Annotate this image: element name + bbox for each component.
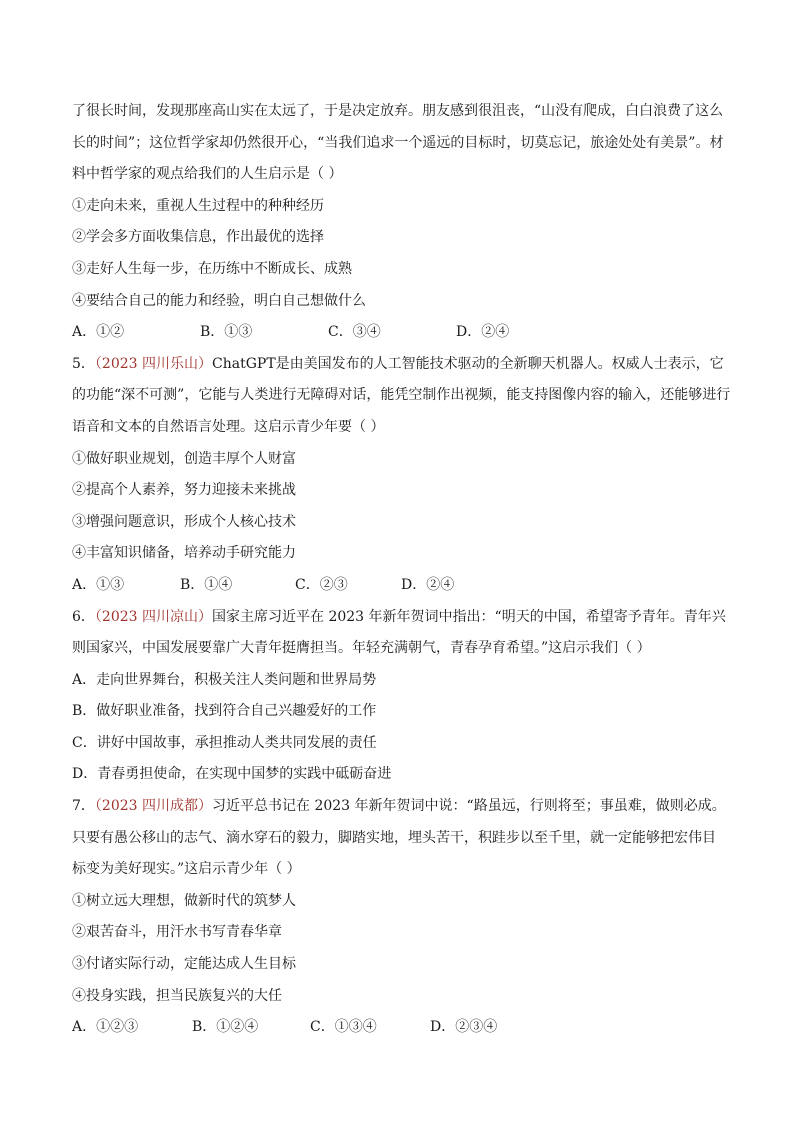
statement-item: ④丰富知识储备，培养动手研究能力 xyxy=(72,545,296,562)
answer-option-c: C．①③④ xyxy=(310,1019,377,1036)
answer-option-a: A．①② xyxy=(72,324,125,341)
answer-option-d: D．②④ xyxy=(456,324,510,341)
question-number: 5． xyxy=(72,355,95,372)
answer-option-b: B．①③ xyxy=(200,324,253,341)
answer-option-d: D．青春勇担使命，在实现中国梦的实践中砥砺奋进 xyxy=(72,766,392,783)
answer-option-a: A．走向世界舞台，积极关注人类问题和世界局势 xyxy=(72,671,377,688)
question-stem-line: 标变为美好现实。”这启示青少年（ ） xyxy=(72,861,301,878)
question-number: 6． xyxy=(72,608,95,625)
question-stem-line: 了很长时间，发现那座高山实在太远了，于是决定放弃。朋友感到很沮丧，“山没有爬成，白白浪费了这么 xyxy=(72,103,724,119)
answer-option-b: B．①④ xyxy=(180,576,233,593)
statement-item: ①走向未来，重视人生过程中的种种经历 xyxy=(72,197,324,214)
statement-item: ③走好人生每一步，在历练中不断成长、成熟 xyxy=(72,260,352,277)
question-stem-line: 料中哲学家的观点给我们的人生启示是（ ） xyxy=(72,166,343,183)
answer-option-d: D．②④ xyxy=(401,576,455,593)
answer-options xyxy=(72,317,710,349)
statement-item: ②艰苦奋斗，用汗水书写青春华章 xyxy=(72,924,282,941)
question-stem-line xyxy=(72,791,726,823)
question-5 xyxy=(72,349,731,602)
question-6 xyxy=(72,602,726,792)
answer-option-c: C．③④ xyxy=(328,324,381,341)
answer-options xyxy=(72,1012,710,1044)
answer-option-a: A．①②③ xyxy=(72,1019,139,1036)
question-stem-line: 则国家兴，中国发展要靠广大青年挺膺担当。年轻充满朝气，青春孕育希望。”这启示我们（ ） xyxy=(72,640,651,657)
statement-item: ③付诸实际行动，定能达成人生目标 xyxy=(72,956,296,973)
statement-item: ①做好职业规划，创造丰厚个人财富 xyxy=(72,450,296,467)
question-stem-line: 只要有愚公移山的志气、滴水穿石的毅力，脚踏实地，埋头苦干，积跬步以至千里，就一定能够把宏伟目 xyxy=(72,829,716,846)
question-number: 7． xyxy=(72,798,95,815)
question-4 xyxy=(72,96,724,349)
statement-item: ④要结合自己的能力和经验，明白自己想做什么 xyxy=(72,292,366,309)
answer-option-b: B．做好职业准备，找到符合自己兴趣爱好的工作 xyxy=(72,703,377,720)
answer-option-d: D．②③④ xyxy=(430,1019,498,1036)
question-stem-text: 习近平总书记在 2023 年新年贺词中说：“路虽远，行则将至；事虽难，做则必成。 xyxy=(212,798,726,815)
question-stem-text: 国家主席习近平在 2023 年新年贺词中指出：“明天的中国，希望寄予青年。青年兴 xyxy=(212,608,726,625)
question-stem-line: 的功能“深不可测”，它能与人类进行无障碍对话，能凭空制作出视频，能支持图像内容的输入，还能够进行 xyxy=(72,387,731,404)
statement-item: ④投身实践，担当民族复兴的大任 xyxy=(72,987,282,1004)
question-7 xyxy=(72,791,726,1044)
statement-item: ②提高个人素养，努力迎接未来挑战 xyxy=(72,482,296,499)
question-stem-line: 语音和文本的自然语言处理。这启示青少年要（ ） xyxy=(72,418,385,435)
question-source: （2023 四川乐山） xyxy=(94,355,213,372)
question-stem-line xyxy=(72,349,724,381)
question-source: （2023 四川成都） xyxy=(94,798,213,815)
statement-item: ③增强问题意识，形成个人核心技术 xyxy=(72,513,296,530)
question-source: （2023 四川凉山） xyxy=(94,608,213,625)
answer-option-c: C．②③ xyxy=(295,576,348,593)
answer-option-a: A．①③ xyxy=(72,576,125,593)
answer-options xyxy=(72,570,710,602)
statement-item: ②学会多方面收集信息，作出最优的选择 xyxy=(72,229,324,246)
question-stem-line: 长的时间”；这位哲学家却仍然很开心，“当我们追求一个遥远的目标时，切莫忘记，旅途处处有美景”。材 xyxy=(72,134,724,151)
answer-option-b: B．①②④ xyxy=(192,1019,259,1036)
question-stem-line xyxy=(72,602,726,634)
answer-option-c: C．讲好中国故事，承担推动人类共同发展的责任 xyxy=(72,734,377,751)
question-stem-text: ChatGPT是由美国发布的人工智能技术驱动的全新聊天机器人。权威人士表示，它 xyxy=(212,355,724,372)
statement-item: ①树立远大理想，做新时代的筑梦人 xyxy=(72,892,296,909)
